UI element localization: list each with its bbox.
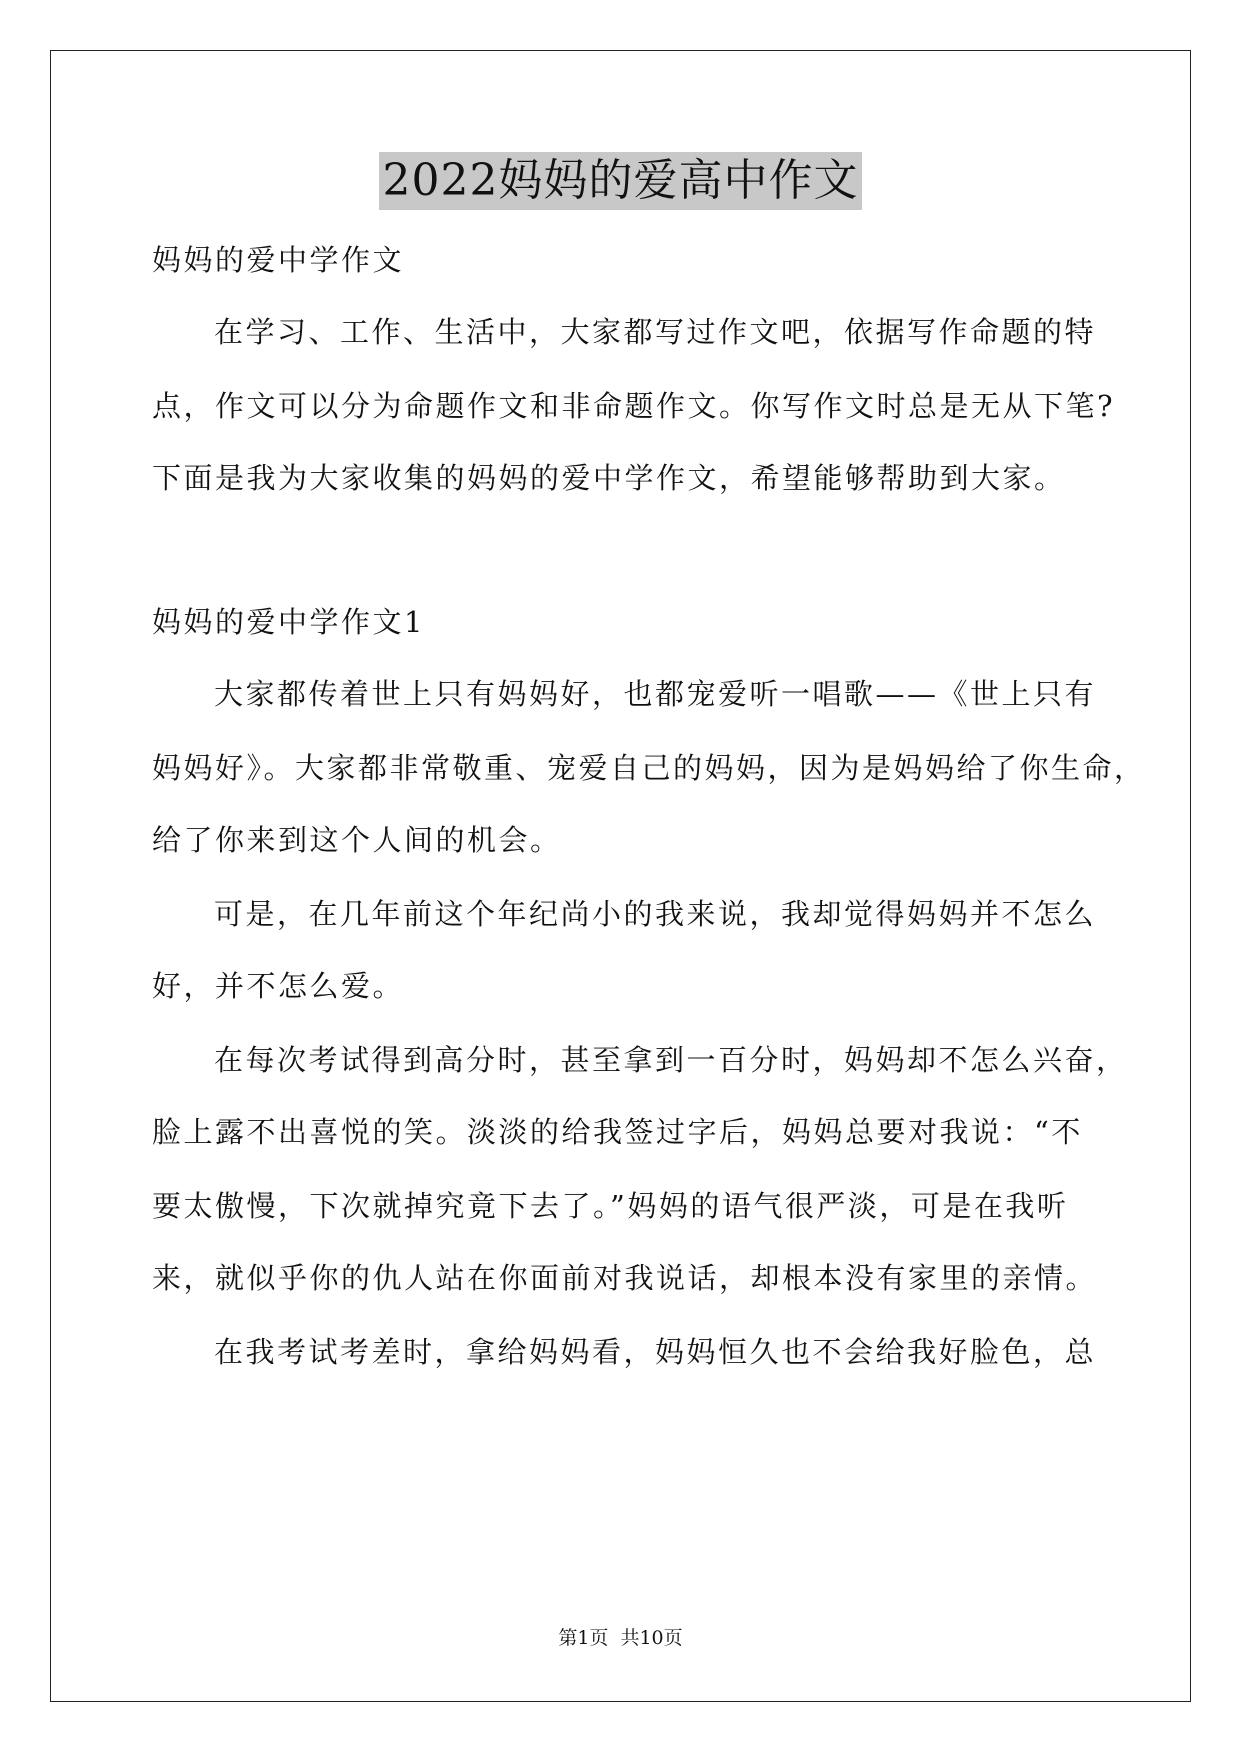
paragraph-line: 大家都传着世上只有妈妈好，也都宠爱听一唱歌——《世上只有 [214, 677, 1097, 711]
paragraph-line: 好，并不怎么爱。 [152, 969, 405, 1003]
paragraph-line: 妈妈好》。大家都非常敬重、宠爱自己的妈妈，因为是妈妈给了你生命， [152, 751, 1146, 785]
paragraph-line: 来，就似乎你的仇人站在你面前对我说话，却根本没有家里的亲情。 [152, 1261, 1098, 1295]
title-container [0, 152, 1241, 210]
document-title: 2022妈妈的爱高中作文 [379, 152, 863, 210]
paragraph-line: 可是，在几年前这个年纪尚小的我来说，我却觉得妈妈并不怎么 [214, 897, 1097, 931]
paragraph-line: 脸上露不出喜悦的笑。淡淡的给我签过字后，妈妈总要对我说：“不 [152, 1115, 1083, 1149]
paragraph-line: 下面是我为大家收集的妈妈的爱中学作文，希望能够帮助到大家。 [152, 461, 1066, 495]
page-number: 第1页 [558, 1627, 609, 1649]
paragraph-line: 在学习、工作、生活中，大家都写过作文吧，依据写作命题的特 [214, 315, 1097, 349]
page-border [50, 50, 1191, 1702]
page-footer [0, 1626, 1241, 1650]
paragraph-line: 点，作文可以分为命题作文和非命题作文。你写作文时总是无从下笔? [152, 389, 1116, 423]
section-heading: 妈妈的爱中学作文 [152, 243, 405, 277]
paragraph-line: 在每次考试得到高分时，甚至拿到一百分时，妈妈却不怎么兴奋， [214, 1043, 1128, 1077]
section-heading: 妈妈的爱中学作文1 [152, 605, 425, 639]
paragraph-line: 给了你来到这个人间的机会。 [152, 823, 562, 857]
paragraph-line: 要太傲慢，下次就掉究竟下去了。”妈妈的语气很严淡，可是在我听 [152, 1189, 1069, 1223]
paragraph-line: 在我考试考差时，拿给妈妈看，妈妈恒久也不会给我好脸色，总 [214, 1335, 1097, 1369]
page-total: 共10页 [620, 1627, 683, 1649]
